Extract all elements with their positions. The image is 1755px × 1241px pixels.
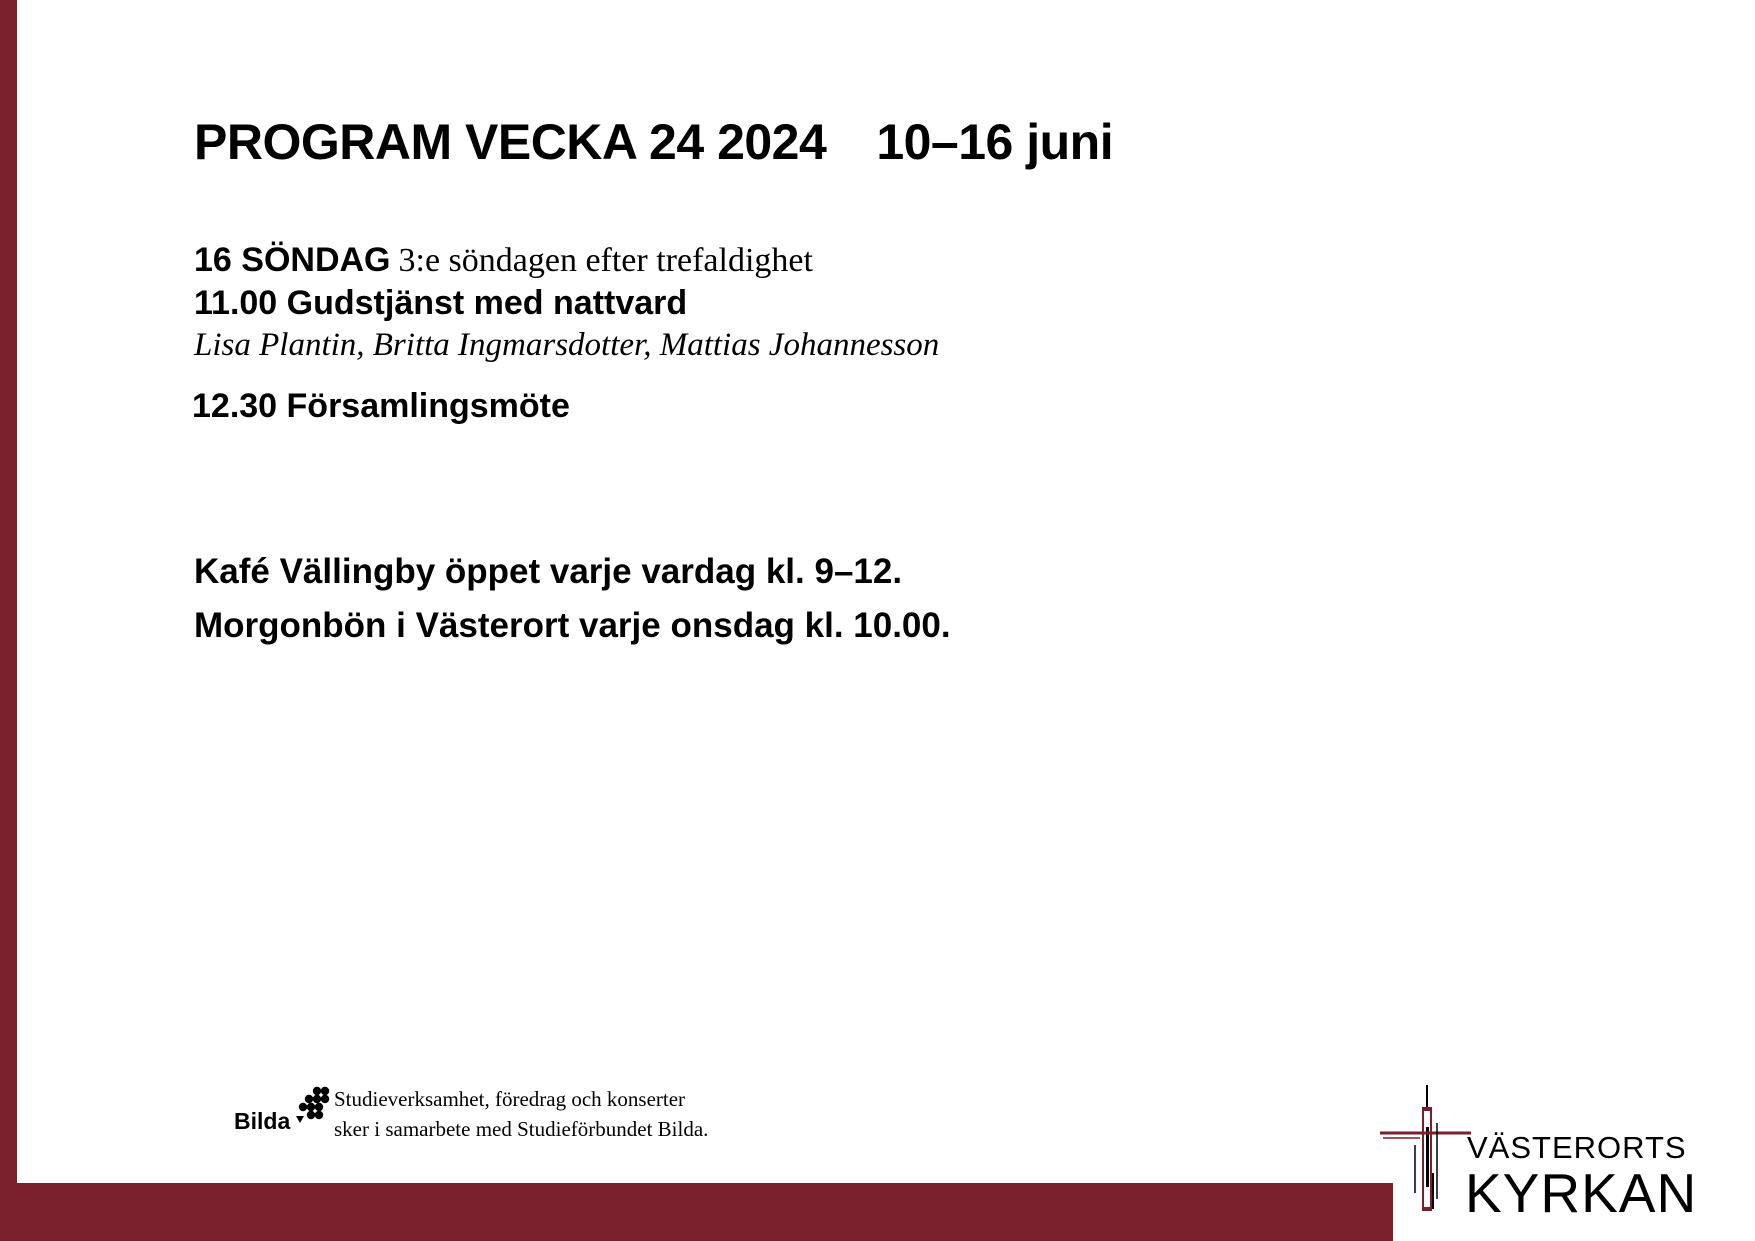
left-accent-bar	[0, 0, 17, 1241]
program-title: PROGRAM VECKA 24 2024	[194, 114, 827, 170]
bottom-accent-bar	[0, 1183, 1393, 1241]
day-heading: 16 SÖNDAG	[194, 241, 391, 279]
church-logo	[1375, 1083, 1698, 1224]
day-description: 3:e söndagen efter trefaldighet	[398, 242, 813, 279]
bilda-logo-icon	[296, 1086, 330, 1128]
notice-morning-prayer: Morgonbön i Västerort varje onsdag kl. 10.00.	[194, 606, 951, 645]
date-range: 10–16 juni	[876, 114, 1114, 170]
bilda-info-line: sker i samarbete med Studieförbundet Bilda.	[334, 1117, 709, 1141]
bilda-logo	[234, 1086, 329, 1134]
bilda-logo-text: Bilda	[234, 1108, 291, 1134]
bilda-info-line: Studieverksamhet, föredrag och konserter	[334, 1087, 686, 1111]
page-title	[194, 112, 1113, 172]
cross-icon	[1375, 1083, 1475, 1213]
bilda-info	[334, 1084, 708, 1144]
event-service: 11.00 Gudstjänst med nattvard	[194, 284, 688, 322]
event-meeting: 12.30 Församlingsmöte	[192, 387, 570, 425]
church-logo-line1: VÄSTERORTS	[1467, 1130, 1687, 1165]
church-logo-line2: KYRKAN	[1465, 1162, 1698, 1224]
notice-cafe: Kafé Vällingby öppet varje vardag kl. 9–12.	[194, 552, 903, 591]
event-participants: Lisa Plantin, Britta Ingmarsdotter, Mattias Johannesson	[194, 327, 940, 363]
